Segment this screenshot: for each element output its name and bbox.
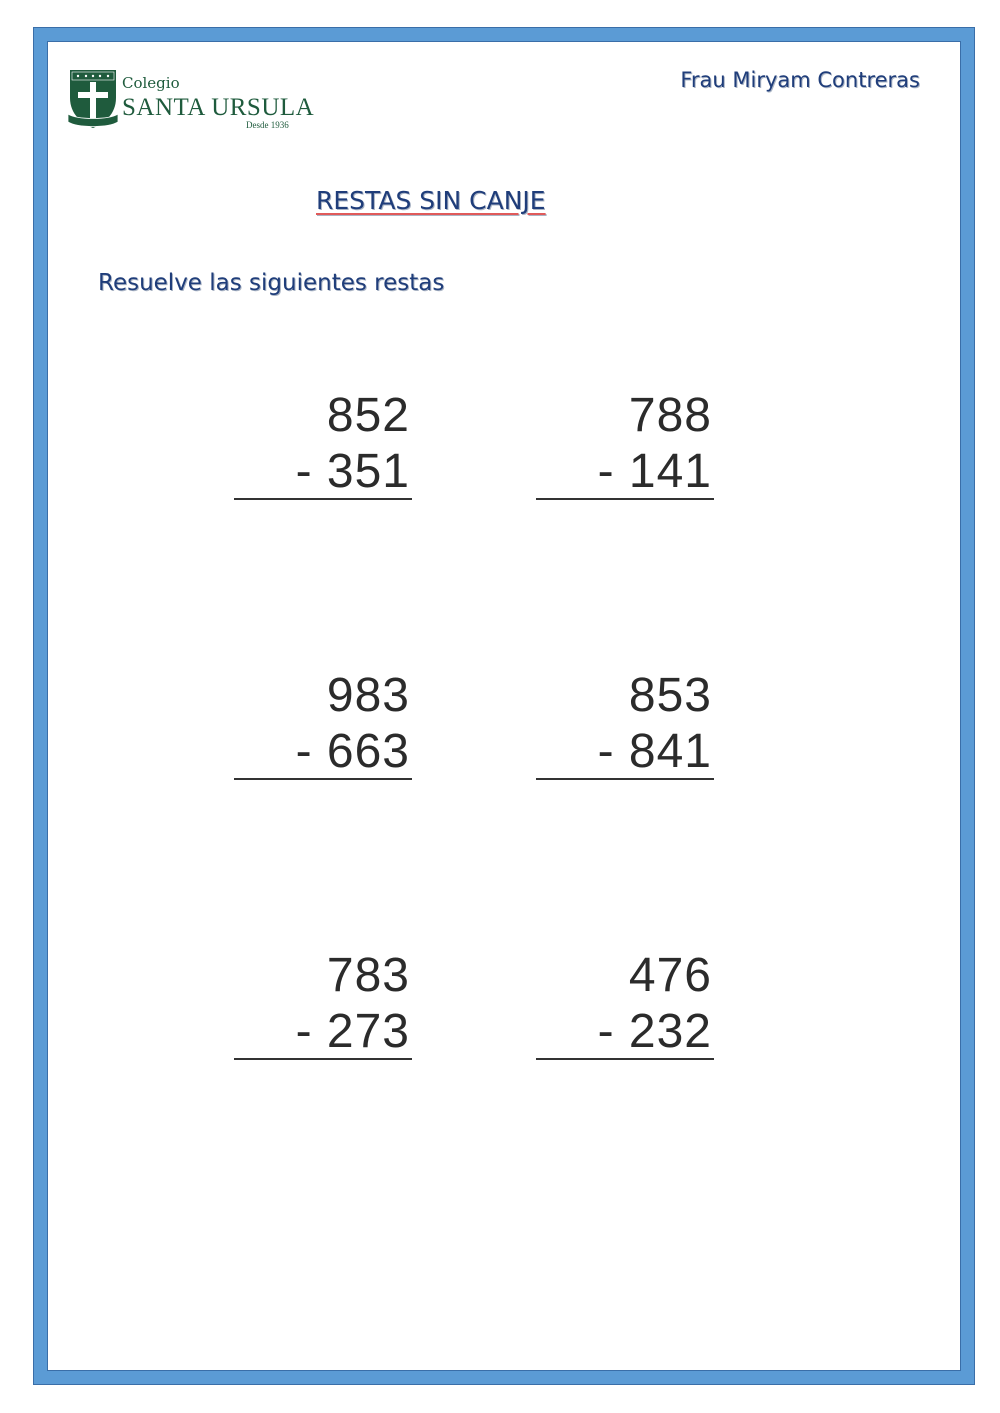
subtrahend-row <box>598 444 712 500</box>
answer-line <box>234 778 412 780</box>
minuend: 783 <box>326 949 410 1002</box>
logo-school-name: SANTA URSULA <box>122 94 315 121</box>
subtraction-problem <box>532 948 712 1068</box>
minuend: 852 <box>326 389 410 442</box>
subtraction-problem <box>230 388 410 508</box>
subtrahend-row <box>296 1004 410 1060</box>
subtrahend: 232 <box>628 1005 712 1058</box>
author-name: Frau Miryam Contreras <box>680 68 920 92</box>
minus-sign: - <box>597 445 629 498</box>
instruction-text: Resuelve las siguientes restas <box>98 270 445 296</box>
answer-line <box>536 778 714 780</box>
subtraction-problem <box>532 668 712 788</box>
subtrahend: 841 <box>628 725 712 778</box>
minus-sign: - <box>597 1005 629 1058</box>
minuend: 853 <box>628 669 712 722</box>
subtrahend-row <box>296 724 410 780</box>
subtrahend: 663 <box>326 725 410 778</box>
minus-sign: - <box>295 1005 327 1058</box>
minus-sign: - <box>597 725 629 778</box>
minuend: 788 <box>628 389 712 442</box>
subtrahend: 273 <box>326 1005 410 1058</box>
minuend: 983 <box>326 669 410 722</box>
minus-sign: - <box>295 725 327 778</box>
subtrahend: 141 <box>628 445 712 498</box>
logo-line-colegio: Colegio <box>122 74 180 92</box>
page-border <box>34 28 974 1384</box>
subtraction-problem <box>532 388 712 508</box>
subtrahend-row <box>296 444 410 500</box>
answer-line <box>234 498 412 500</box>
subtrahend-row <box>598 724 712 780</box>
minuend: 476 <box>628 949 712 1002</box>
school-crest-icon <box>66 68 120 130</box>
logo-since: Desde 1936 <box>246 120 289 130</box>
subtrahend: 351 <box>326 445 410 498</box>
minus-sign: - <box>295 445 327 498</box>
answer-line <box>536 1058 714 1060</box>
answer-line <box>536 498 714 500</box>
school-logo <box>66 68 315 132</box>
answer-line <box>234 1058 412 1060</box>
page-title: RESTAS SIN CANJE <box>316 186 546 215</box>
subtraction-problem <box>230 668 410 788</box>
subtrahend-row <box>598 1004 712 1060</box>
subtraction-problem <box>230 948 410 1068</box>
